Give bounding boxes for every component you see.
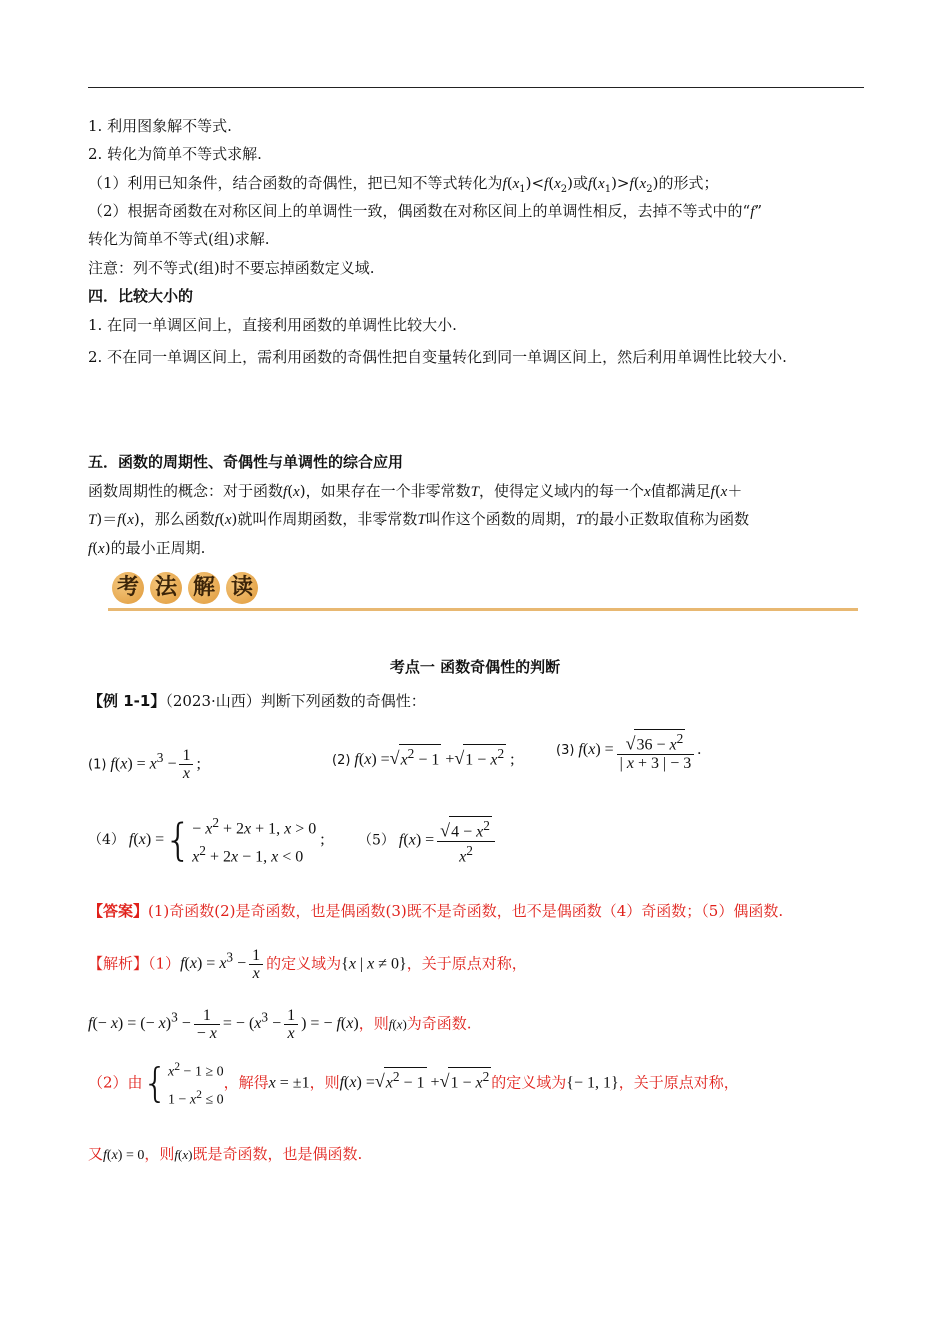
answer-label: 【答案】 [88,902,149,920]
kaodian-title: 考点一 函数奇偶性的判断 [389,658,561,676]
section-4-heading: 四．比较大小的 [88,287,194,305]
formula-4: （4） f(x) ={ − $x^2 + 2x + 1$, x > 0 $x^2 + 2x - 1$, x < 0 ; [88,814,325,866]
example-heading: 【例 1-1】（2023·山西）判断下列函数的奇偶性： [88,692,426,710]
intro-line-1: 1. 利用图象解不等式. [88,117,232,135]
section-5-heading: 五．函数的周期性、奇偶性与单调性的综合应用 [88,453,404,471]
intro-line-4: （2）根据奇函数在对称区间上的单调性一致，偶函数在对称区间上的单调性相反，去掉不等式中的“f” [88,202,763,220]
analysis-line-1: 【解析】$(1)f(x) = x^3$ − $\frac{1}{x}$ 的定义域为{x | x ≠ 0}，关于原点对称， [88,947,527,983]
intro-line-2: 2. 转化为简单不等式求解. [88,145,262,163]
section-4-line-1: 1. 在同一单调区间上，直接利用函数的单调性比较大小. [88,316,457,334]
kaofa-jiedu-banner [108,570,858,614]
formula-2: (2) $f(x) =√x^2 - 1 +√1 - x^2$ ; [332,745,515,768]
answer-line: 【答案】(1)奇函数(2)是奇函数，也是偶函数(3)既不是奇函数，也不是偶函数（4）奇函数；（5）偶函数. [88,902,784,920]
header-rule [88,87,864,88]
banner-char-4: 读 [226,572,258,604]
formula-5: （5） f(x) = $\frac{√4 - x^2}{x^2}$ [358,816,498,866]
intro-line-3: （1）利用已知条件，结合函数的奇偶性，把已知不等式转化为$f(x_1)<f(x_2)$或$f(x_1)>f(x_2)$的形式； [88,174,719,195]
banner-char-2: 法 [150,572,182,604]
section-4-line-2: 2. 不在同一单调区间上，需利用函数的奇偶性把自变量转化到同一单调区间上，然后利用单调性比较大小. [88,348,787,366]
section-5-line-1: 函数周期性的概念：对于函数f(x)，如果存在一个非零常数T，使得定义域内的每一个x值都满足f(x＋ [88,482,743,500]
analysis-line-2: f(− x) = (− x)$^3$ − $\frac{1}{- x}$ = − ($x^3$ − $\frac{1}{x}$ ) = − f(x)，则f(x)为奇函数. [88,1007,472,1043]
banner-char-1: 考 [112,572,144,604]
analysis-line-3: （2）由{ $x^2 - 1 \ge 0$ $1 - x^2 \le 0$ ，解得x = ±1，则$f(x) =√x^2 - 1 +√1 - x^2$ 的定义域为{− 1, 1}，关于原点对称， [88,1060,739,1108]
intro-line-5: 转化为简单不等式(组)求解. [88,230,270,248]
example-label: 【例 1-1】 [88,692,166,710]
formula-3: (3) f(x) = $\frac{√36 - x^2}{| x + 3 | - 3}$ . [556,730,702,772]
formula-1: (1) $f(x) = x^3$ − $\frac{1}{x}$ ; [88,747,201,783]
section-5-line-3: f(x)的最小正周期. [88,539,206,557]
analysis-label: 【解析】 [88,954,149,973]
banner-underline [108,608,858,611]
banner-char-3: 解 [188,572,220,604]
analysis-line-4: 又f(x) = 0，则f(x)既是奇函数，也是偶函数. [88,1145,363,1163]
intro-line-6: 注意：列不等式(组)时不要忘掉函数定义域. [88,259,375,277]
section-5-line-2: T)＝f(x)，那么函数f(x)就叫作周期函数，非零常数T叫作这个函数的周期，T的最小正数取值称为函数 [88,510,750,528]
